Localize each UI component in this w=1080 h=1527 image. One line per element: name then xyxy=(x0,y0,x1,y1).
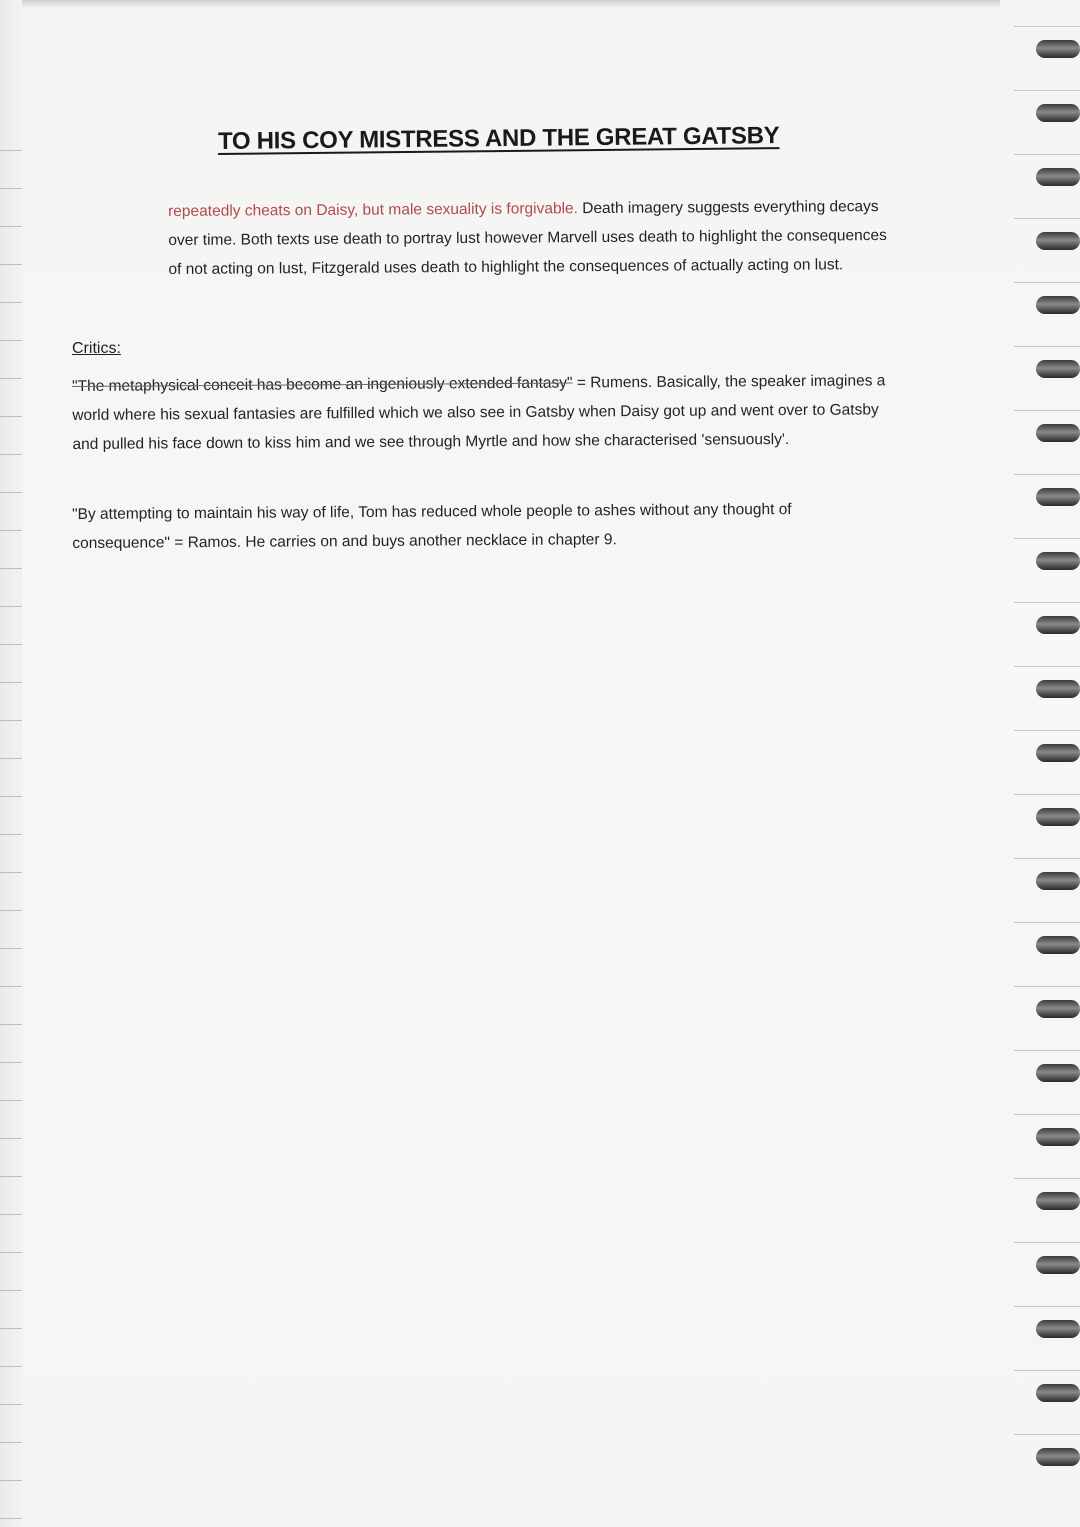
critic-commentary: He carries on and buys another necklace in chapter 9. xyxy=(241,531,617,551)
page-edge-line xyxy=(0,188,22,189)
page-edge-line xyxy=(0,378,22,379)
page-edge-line xyxy=(0,1214,22,1215)
spiral-page-line xyxy=(1014,858,1080,859)
spiral-ring xyxy=(1036,360,1080,378)
page-edge-line xyxy=(0,644,22,645)
page-edge-line xyxy=(0,264,22,265)
page-edge-line xyxy=(0,1062,22,1063)
page-edge-line xyxy=(0,1024,22,1025)
page-top-edge xyxy=(0,0,1000,8)
spiral-page-line xyxy=(1014,282,1080,283)
spiral-page-line xyxy=(1014,1306,1080,1307)
page-edge-line xyxy=(0,1366,22,1367)
spiral-page-line xyxy=(1014,538,1080,539)
page-edge-line xyxy=(0,1176,22,1177)
critic-entry-rumens xyxy=(72,366,893,459)
spiral-page-line xyxy=(1014,26,1080,27)
page-edge-line xyxy=(0,1290,22,1291)
spiral-ring xyxy=(1036,1064,1080,1082)
page-edge-line xyxy=(0,948,22,949)
critic-attribution: = Ramos. xyxy=(169,533,242,552)
page-edge-line xyxy=(0,1404,22,1405)
highlighted-text: repeatedly cheats on Daisy, but male sexuality is forgivable. xyxy=(168,200,578,220)
page-edge-line xyxy=(0,758,22,759)
page-edge-line xyxy=(0,606,22,607)
spiral-page-line xyxy=(1014,1050,1080,1051)
page-edge-line xyxy=(0,986,22,987)
page-edge-line xyxy=(0,454,22,455)
spiral-binding xyxy=(1010,0,1080,1527)
page-edge-line xyxy=(0,910,22,911)
spiral-page-line xyxy=(1014,986,1080,987)
page-edge-line xyxy=(0,302,22,303)
page-edge-line xyxy=(0,796,22,797)
page-edge-line xyxy=(0,720,22,721)
page-edge-line xyxy=(0,416,22,417)
spiral-ring xyxy=(1036,1192,1080,1210)
critic-quote: "By attempting to maintain his way of life, Tom has reduced whole people to ashes without any thought of consequence" xyxy=(72,500,792,552)
page-edge-line xyxy=(0,150,22,151)
critics-heading: Critics: xyxy=(72,340,121,357)
spiral-page-line xyxy=(1014,474,1080,475)
paragraph-death-imagery xyxy=(168,192,899,284)
page-title: TO HIS COY MISTRESS AND THE GREAT GATSBY xyxy=(217,122,780,155)
page-edge-line xyxy=(0,834,22,835)
spiral-page-line xyxy=(1014,410,1080,411)
critic-attribution: = Rumens. xyxy=(572,373,653,392)
spiral-ring xyxy=(1036,1320,1080,1338)
page-edge-line xyxy=(0,872,22,873)
spiral-ring xyxy=(1036,1448,1080,1466)
spiral-page-line xyxy=(1014,1114,1080,1115)
critic-entry-ramos xyxy=(72,494,892,558)
spiral-page-line xyxy=(1014,218,1080,219)
spiral-ring xyxy=(1036,1256,1080,1274)
spiral-ring xyxy=(1036,616,1080,634)
spiral-page-line xyxy=(1014,1370,1080,1371)
page-edge-line xyxy=(0,1100,22,1101)
spiral-page-line xyxy=(1014,794,1080,795)
page-edge-line xyxy=(0,340,22,341)
page-edge-line xyxy=(0,682,22,683)
spiral-page-line xyxy=(1014,90,1080,91)
spiral-ring xyxy=(1036,936,1080,954)
page-stack-edge xyxy=(0,0,22,1527)
spiral-ring xyxy=(1036,424,1080,442)
spiral-ring xyxy=(1036,40,1080,58)
critic-commentary: Basically, the speaker imagines a world where his sexual fantasies are fulfilled which we also see in Gatsby when Daisy got up and went over to Gatsby and pulled his face down to kiss him and we see through Myrtle and how she characterised 'sensuously'. xyxy=(72,372,886,453)
spiral-page-line xyxy=(1014,154,1080,155)
spiral-page-line xyxy=(1014,730,1080,731)
spiral-page-line xyxy=(1014,602,1080,603)
page-edge-line xyxy=(0,530,22,531)
spiral-page-line xyxy=(1014,1242,1080,1243)
critic-quote: "The metaphysical conceit has become an ingeniously extended fantasy" xyxy=(72,374,573,395)
page-edge-line xyxy=(0,1138,22,1139)
spiral-ring xyxy=(1036,808,1080,826)
spiral-ring xyxy=(1036,1384,1080,1402)
spiral-ring xyxy=(1036,296,1080,314)
page-edge-line xyxy=(0,1518,22,1519)
spiral-page-line xyxy=(1014,346,1080,347)
spiral-ring xyxy=(1036,552,1080,570)
spiral-ring xyxy=(1036,1000,1080,1018)
spiral-ring xyxy=(1036,232,1080,250)
page-edge-line xyxy=(0,1328,22,1329)
spiral-ring xyxy=(1036,104,1080,122)
spiral-ring xyxy=(1036,488,1080,506)
page-edge-line xyxy=(0,1252,22,1253)
page-edge-line xyxy=(0,1480,22,1481)
page-edge-line xyxy=(0,226,22,227)
spiral-ring xyxy=(1036,168,1080,186)
page-edge-line xyxy=(0,492,22,493)
page-edge-line xyxy=(0,568,22,569)
spiral-page-line xyxy=(1014,1178,1080,1179)
spiral-ring xyxy=(1036,680,1080,698)
body-text: Death imagery suggests everything decays over time. Both texts use death to portray lust however Marvell uses death to highlight the consequences of not acting on lust, Fitzgerald uses death to highlight the consequences of actually acting on lust. xyxy=(168,198,887,278)
spiral-page-line xyxy=(1014,666,1080,667)
spiral-ring xyxy=(1036,1128,1080,1146)
page-edge-line xyxy=(0,1442,22,1443)
spiral-page-line xyxy=(1014,922,1080,923)
spiral-ring xyxy=(1036,744,1080,762)
spiral-ring xyxy=(1036,872,1080,890)
spiral-page-line xyxy=(1014,1434,1080,1435)
